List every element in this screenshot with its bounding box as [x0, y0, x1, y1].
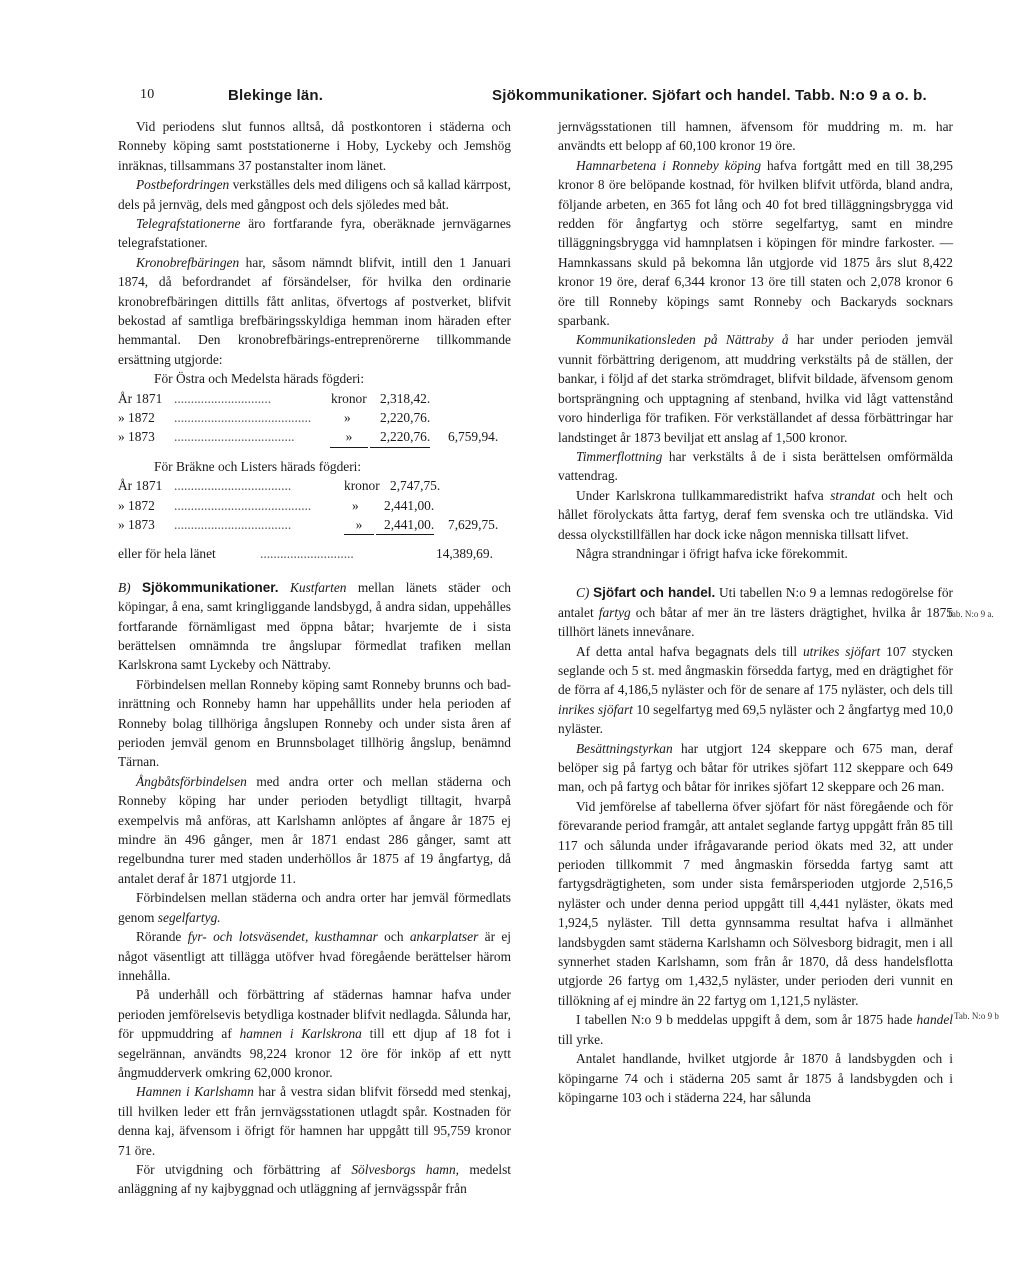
- ledger-heading: För Bräkne och Listers härads fögderi:: [154, 458, 362, 474]
- paragraph: I tabellen N:o 9 b meddelas uppgift å dem, som år 1875 hade handel till yrke.: [558, 1012, 953, 1047]
- paragraph: Af detta antal hafva begagnats dels till utrikes sjöfart 107 stycken seglande och 5 st. med ångmaskin försedda fartyg, med en drägtighet för de förra af 4,186,5 nyläster och för de senare af 175 nyläster, och dels till inrikes sjöfart 10 segelfartyg med 69,5 nyläster och 2 ångfartyg med 10,0 nyläster.: [558, 643, 954, 737]
- paragraph: Under Karlskrona tullkammaredistrikt hafva strandat och helt och hållet förolyckats åtta fartyg, deraf fem svenska och tre utländska. Vid dessa olyckstillfällen har dock icke någon menniska tillsatt lifvet.: [558, 487, 953, 542]
- ledger-unit: kronor: [344, 478, 380, 494]
- section-b: B) Sjökommunikationer. Kustfarten mellan länets städer och köpingar, å ena, samt kringliggande landsbygd, å andra sidan, uppehålles fortfarande förnämligast med öppna båtar; hvarjemte de i sista berättelsen omnämnda tre ångslupar förmedlat trafiken mellan Karlskrona samt Lyckeby och Nättraby.: [118, 579, 511, 673]
- ledger-grand-total: eller för hela länet ............................ 14,389,69.: [118, 544, 511, 563]
- paragraph: jernvägsstationen till hamnen, äfvensom för muddring m. m. har användts ett belopp af 60,100 kronor 19 öre.: [558, 119, 953, 154]
- paragraph: Telegrafstationerne äro fortfarande fyra, oberäknade jernvägarnes telegrafstationer.: [118, 216, 511, 251]
- paragraph: Förbindelsen mellan Ronneby köping samt Ronneby brunns och bad-inrättning och Ronneby hamn har uppehållits under hela perioden af Ronneby bolag tillhöriga ångslupen Ronneby och under sista åren af perioden jemväl genom en Brunnsbolaget tillhörig ångslup, benämnd Tärnan.: [118, 676, 511, 770]
- ledger-ostra-medelsta: För Östra och Medelsta härads fögderi: År 1871 ............................. kronor 2,318,42. » 1872 ......................................... » 2,220,76. » 1873 .................................... » 2,220,76. 6,759,94.: [118, 369, 511, 447]
- paragraph: Ångbåtsförbindelsen med andra orter och mellan städerna och Ronneby köping har under perioden betydligt tilltagit, hvarpå exempelvis må anföras, att Karlshamn anlöptes af ångare år 1875 ej mindre än 496 gånger, men år 1871 endast 286 gånger, samt att regelbundna turer med staden underhöllos år 1875 af 19 ångfartyg, då antalet deraf år 1871 utgjorde 11.: [118, 773, 511, 886]
- page-number: 10: [140, 87, 155, 102]
- ledger-label: » 1873: [118, 517, 155, 533]
- margin-reference-tab-9b: Tab. N:o 9 b: [954, 1011, 999, 1021]
- ledger-unit: »: [330, 427, 368, 447]
- ledger-heading: För Östra och Medelsta härads fögderi:: [154, 371, 365, 387]
- paragraph: Timmerflottning har verkstälts å de i sista berättelsen omförmälda vattendrag.: [558, 448, 953, 484]
- paragraph: Kronobrefbäringen har, såsom nämndt blifvit, intill den 1 Januari 1874, då befordrandet af försändelser, för hvilka den ordinarie kronobrefbäringen dittills fått anlitas, öfvertogs af postverket, blifvit bekostad af samtliga brefbäringsskyldiga hemman inom häraden efter hemmantal. Den kronobrefbärings-entreprenörerne tillkommande ersättning utgjorde:: [118, 254, 511, 367]
- paragraph: Hamnen i Karlshamn har å vestra sidan blifvit försedd med stenkaj, till hvilken leder ett från jernvägsstationen utlagdt spår. Kostnaden för denna kaj, äfvensom i öfrigt för hamnen har uppgått till 95,759 kronor 71 öre.: [118, 1084, 511, 1158]
- ledger-label: » 1872: [118, 410, 155, 426]
- section-c: C) Sjöfart och handel. Uti tabellen N:o 9 a lemnas redogörelse för antalet fartyg och båtar af mer än tre lästers drägtighet, hvilka år 1875 tillhört länets innevånare.: [558, 585, 953, 640]
- paragraph: På underhåll och förbättring af städernas hamnar hafva under perioden jemförelsevis betydliga kostnader blifvit nedlagda. Sålunda har, för uppmuddring af hamnen i Karlskrona till ett djup af 18 fot i segelrännan, användts 98,224 kronor 12 öre för inköp af ett nytt ångmudderverk omkring 62,000 kronor.: [118, 987, 511, 1080]
- ledger-amount: 2,747,75.: [390, 478, 441, 494]
- header-section-title: Sjökommunikationer. Sjöfart och handel. Tabb. N:o 9 a o. b.: [492, 87, 927, 104]
- paragraph: Hamnarbetena i Ronneby köping hafva fortgått med en till 38,295 kronor 8 öre belöpande kostnad, för hvilken blifvit utförda, bland andra, följande arbeten, en 365 fot lång och 40 fot bred tilläggningsbrygga vid redden för ångfartyg och större segelfartyg, samt en mindre tilläggningsbrygga vid hamnplatsen i köpingen för mindre farkoster. — Hamnkassans skuld på bekomna lån utgjorde vid 1875 års slut 8,422 kronor 19 öre, deraf 6,344 kronor 13 öre till staten och 2,078 kronor 6 öre till Ronneby köpings samt Ronneby och Backaryds socknars sparbank.: [558, 157, 953, 329]
- right-column: [558, 117, 953, 1107]
- header-county: Blekinge län.: [228, 87, 324, 104]
- paragraph: Postbefordringen verkställes dels med diligens och så kallad kärrpost, dels på jernväg, dels med gångpost och dels sjöledes med båt.: [118, 177, 511, 212]
- ledger-unit: »: [344, 515, 374, 535]
- ledger-amount: 2,441,00.: [384, 497, 435, 513]
- ledger-subtotal: 6,759,94.: [448, 429, 499, 445]
- left-column: [118, 117, 511, 1199]
- paragraph: För utvigdning och förbättring af Sölvesborgs hamn, medelst anläggning af ny kajbyggnad och utläggning af jernvägsspår från: [118, 1161, 512, 1197]
- ledger-unit: »: [344, 410, 351, 426]
- ledger-unit: »: [352, 497, 359, 513]
- ledger-unit: kronor: [331, 390, 367, 406]
- section-heading: Sjöfart och handel.: [593, 585, 716, 601]
- paragraph: Antalet handlande, hvilket utgjorde år 1870 å landsbygden och i köpingarne 74 och i städerna 205 samt år 1875 å landsbygden och i köpingarne 103 och i städerna 224, har sålunda: [558, 1051, 953, 1105]
- paragraph: Rörande fyr- och lotsväsendet, kusthamnar och ankarplatser är ej något väsentligt att tillägga utöfver hvad föregående berättelser härom innehålla.: [118, 929, 512, 983]
- paragraph: Vid jemförelse af tabellerna öfver sjöfart för näst föregående och för förevarande period framgår, att antalet seglande fartyg uppgått från 85 till 117 och sålunda under ifrågavarande period ökats med 32, att under perioden tillkommit 7 med ångmaskin försedda fartyg samt att fartygsdrägtigheten, som under sista femårsperioden utgjorde 2,516,5 nyläster och under denna period uppgått till 4,441 nyläster, ökats med 1,924,5 nyläster. Till detta gynnsamma resultat hafva i allmänhet landsbygden samt städerna Karlshamn och Sölvesborg bidragit, men i all synnerhet staden Karlshamn, som från år 1870, då dess handelsflotta utgjorde 26 fartyg om 1,432,5 nyläster, under perioden deri vunnit en tillökning af ej mindre än 22 fartyg om 1,121,5 nyläster.: [558, 798, 953, 1008]
- ledger-total-amount: 14,389,69.: [436, 546, 493, 562]
- paragraph: Besättningstyrkan har utgjort 124 skeppare och 675 man, deraf belöper sig på fartyg och båtar för utrikes sjöfart 112 skeppare och 649 man, och på fartyg och båtar för inrikes sjöfart 12 skeppare och 26 man.: [558, 740, 953, 795]
- ledger-label: År 1871: [118, 478, 163, 494]
- ledger-amount: 2,220,76.: [370, 427, 430, 447]
- paragraph: Förbindelsen mellan städerna och andra orter har jemväl förmedlats genom segelfartyg.: [118, 890, 511, 925]
- ledger-label: » 1872: [118, 497, 155, 513]
- ledger-amount: 2,441,00.: [376, 515, 434, 535]
- paragraph: Några strandningar i öfrigt hafva icke förekommit.: [576, 545, 848, 561]
- ledger-label: År 1871: [118, 390, 163, 406]
- margin-reference-tab-9a: Tab. N:o 9 a.: [947, 609, 994, 619]
- paragraph: Vid periodens slut funnos alltså, då postkontoren i städerna och Ronneby köping samt poststationerne i Hoby, Lyckeby och Jemshög inräknas, tillsammans 37 postanstalter inom länet.: [118, 119, 511, 173]
- ledger-amount: 2,220,76.: [380, 410, 431, 426]
- ledger-label: » 1873: [118, 429, 155, 445]
- ledger-brakne-listers: För Bräkne och Listers härads fögderi: År 1871 ................................... kronor 2,747,75. » 1872 ......................................... » 2,441,00. » 1873 ................................... » 2,441,00. 7,629,75.: [118, 457, 511, 535]
- ledger-amount: 2,318,42.: [380, 390, 431, 406]
- ledger-subtotal: 7,629,75.: [448, 517, 499, 533]
- section-heading: Sjökommunikationer.: [142, 579, 279, 595]
- ledger-total-label: eller för hela länet: [118, 546, 216, 562]
- paragraph: Kommunikationsleden på Nättraby å har under perioden jemväl vunnit förbättring derigenom, att muddring verkstälts på de ställen, der bankar, i följd af det starka strömdraget, blifvit bildade, äfvensom genom bortsprängning och upptagning af stenband, hvilka vid lågt vattenstånd voro hinderliga för trafiken. För verkställandet af dessa förbättringar har landstinget år 1873 beviljat ett anslag af 1,500 kronor.: [558, 332, 954, 445]
